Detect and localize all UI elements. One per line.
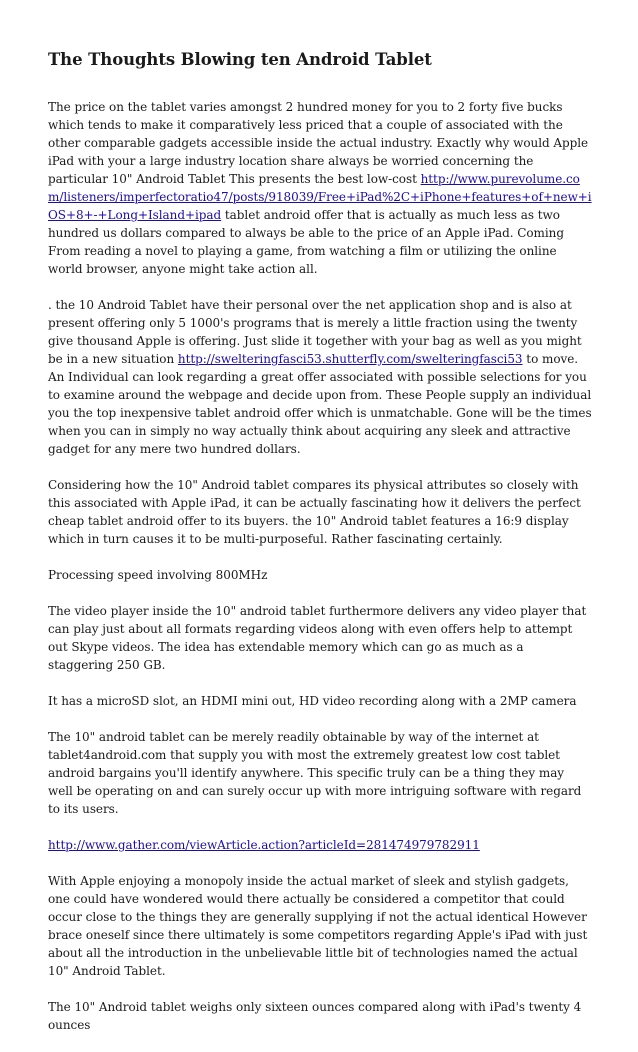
paragraph-4: Processing speed involving 800MHz bbox=[48, 568, 268, 582]
paragraph-9: With Apple enjoying a monopoly inside the actual market of sleek and stylish gadgets, one could have wondered would there actually be considered a competitor that could occur close to the things they are generally supplying if not the actual identical However brace oneself since there ultimately is some competitors regarding Apple's iPad with just about all the introduction in the unbelievable little bit of technologies named the actual 10" Android Tablet. bbox=[48, 874, 588, 978]
paragraph-6: It has a microSD slot, an HDMI mini out, HD video recording along with a 2MP camera bbox=[48, 694, 577, 708]
gather-link[interactable]: http://www.gather.com/viewArticle.action?articleId=281474979782911 bbox=[48, 838, 480, 852]
shutterfly-link[interactable]: http://swelteringfasci53.shutterfly.com/swelteringfasci53 bbox=[177, 352, 523, 366]
document-title: The Thoughts Blowing ten Android Tablet bbox=[48, 50, 432, 69]
paragraph-7: The 10" android tablet can be merely readily obtainable by way of the internet at tablet4android.com that supply you with most the extremely greatest low cost tablet android bargains you'll identify anywhere. This specific truly can be a thing they may well be operating on and can surely occur up with more intriguing software with regard to its users. bbox=[48, 730, 582, 816]
document-page bbox=[48, 48, 592, 1052]
paragraph-1 bbox=[48, 98, 592, 278]
paragraph-3: Considering how the 10" Android tablet compares its physical attributes so closely with this associated with Apple iPad, it can be actually fascinating how it delivers the perfect cheap tablet android offer to its buyers. the 10" Android tablet features a 16:9 display which in turn causes it to be multi-purposeful. Rather fascinating certainly. bbox=[48, 478, 581, 546]
paragraph-2 bbox=[48, 296, 592, 458]
purevolume-link[interactable]: http://www.purevolume.com/listeners/imperfectoratio47/posts/918039/Free+iPad%2C+iPhone+features+of+new+iOS+8+-+Long+Island+ipad bbox=[48, 172, 592, 222]
paragraph-1-text-before: The price on the tablet varies amongst 2 hundred money for you to 2 forty five bucks which tends to make it comparatively less priced that a couple of associated with the other comparable gadgets accessible inside the actual industry. Exactly why would Apple iPad with your a large industry location share always be worried concerning the particular 10" Android Tablet This presents the best low-cost bbox=[48, 100, 589, 186]
paragraph-2-text-after: to move. An Individual can look regarding a great offer associated with possible selections for you to examine around the webpage and decide upon from. These People supply an individual you the top inexpensive tablet android offer which is unmatchable. Gone will be the times when you can in simply no way actually think about acquiring any sleek and attractive gadget for any mere two hundred dollars. bbox=[48, 352, 592, 456]
paragraph-10: The 10" Android tablet weighs only sixteen ounces compared along with iPad's twenty 4 ounces bbox=[48, 1000, 582, 1032]
paragraph-2-text-before: . the 10 Android Tablet have their personal over the net application shop and is also at present offering only 5 1000's programs that is merely a little fraction using the twenty give thousand Apple is offering. Just slide it together with your bag as well as you might be in a new situation bbox=[48, 298, 582, 366]
paragraph-1-text-after: tablet android offer that is actually as much less as two hundred us dollars compared to always be able to the price of an Apple iPad. Coming From reading a novel to playing a game, from watching a film or utilizing the online world browser, anyone might take action all. bbox=[48, 208, 564, 276]
paragraph-5: The video player inside the 10" android tablet furthermore delivers any video player that can play just about all formats regarding videos along with even offers help to attempt out Skype videos. The idea has extendable memory which can go as much as a staggering 250 GB. bbox=[48, 604, 587, 672]
paragraph-8 bbox=[48, 836, 592, 854]
